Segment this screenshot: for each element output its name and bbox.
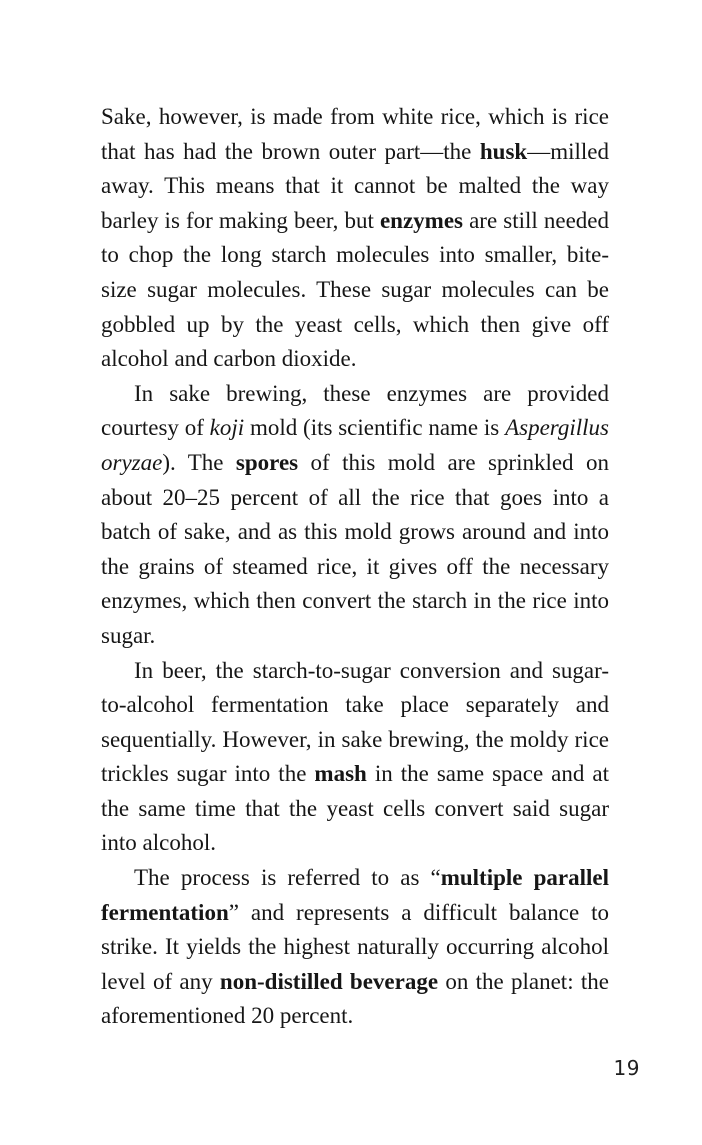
text-run: on the planet: the aforementioned 20 percent. xyxy=(101,968,609,1029)
text-run: ). The xyxy=(162,449,236,475)
text-run: enzymes xyxy=(379,207,463,233)
paragraph xyxy=(101,377,609,654)
text-run: non-distilled beverage xyxy=(219,968,439,994)
text-run: Aspergillus oryzae xyxy=(101,415,609,475)
paragraph xyxy=(101,654,609,862)
page-number: 19 xyxy=(613,1056,640,1080)
text-run: husk xyxy=(479,138,528,164)
text-run: In sake brewing, these enzymes are provided courtesy of xyxy=(101,380,609,441)
paragraph xyxy=(101,100,609,377)
text-run: are still needed to chop the long starch molecules into smaller, bite-size sugar molecules. These sugar molecules can be gobbled up by the yeast cells, which then give off alcohol and carbon dioxide. xyxy=(101,207,609,372)
text-run: Sake, however, is made from white rice, which is rice that has had the brown outer part—the xyxy=(101,104,609,164)
text-run: of this mold are sprinkled on about 20–25 percent of all the rice that goes into a batch of sake, and as this mold grows around and into the grains of steamed rice, it gives off the necessary enzymes, which then convert the starch in the rice into sugar. xyxy=(101,449,609,648)
text-run: mash xyxy=(314,761,367,787)
text-run: —milled away. This means that it cannot be malted the way barley is for making beer, but xyxy=(101,138,609,233)
text-run: mold (its scientific name is xyxy=(244,415,506,441)
text-run: The process is referred to as “ xyxy=(134,865,441,891)
body-text xyxy=(101,100,609,1034)
text-run: multiple parallel fermentation xyxy=(101,865,609,925)
paragraph xyxy=(101,861,609,1034)
text-run: in the same space and at the same time that the yeast cells convert said sugar into alcohol. xyxy=(101,761,609,856)
text-run: ” and represents a difficult balance to strike. It yields the highest naturally occurring alcohol level of any xyxy=(101,899,609,994)
text-run: koji xyxy=(209,415,245,441)
text-run: In beer, the starch-to-sugar conversion and sugar-to-alcohol fermentation take place separately and sequentially. However, in sake brewing, the moldy rice trickles sugar into the xyxy=(101,657,609,787)
text-run: spores xyxy=(235,449,299,475)
